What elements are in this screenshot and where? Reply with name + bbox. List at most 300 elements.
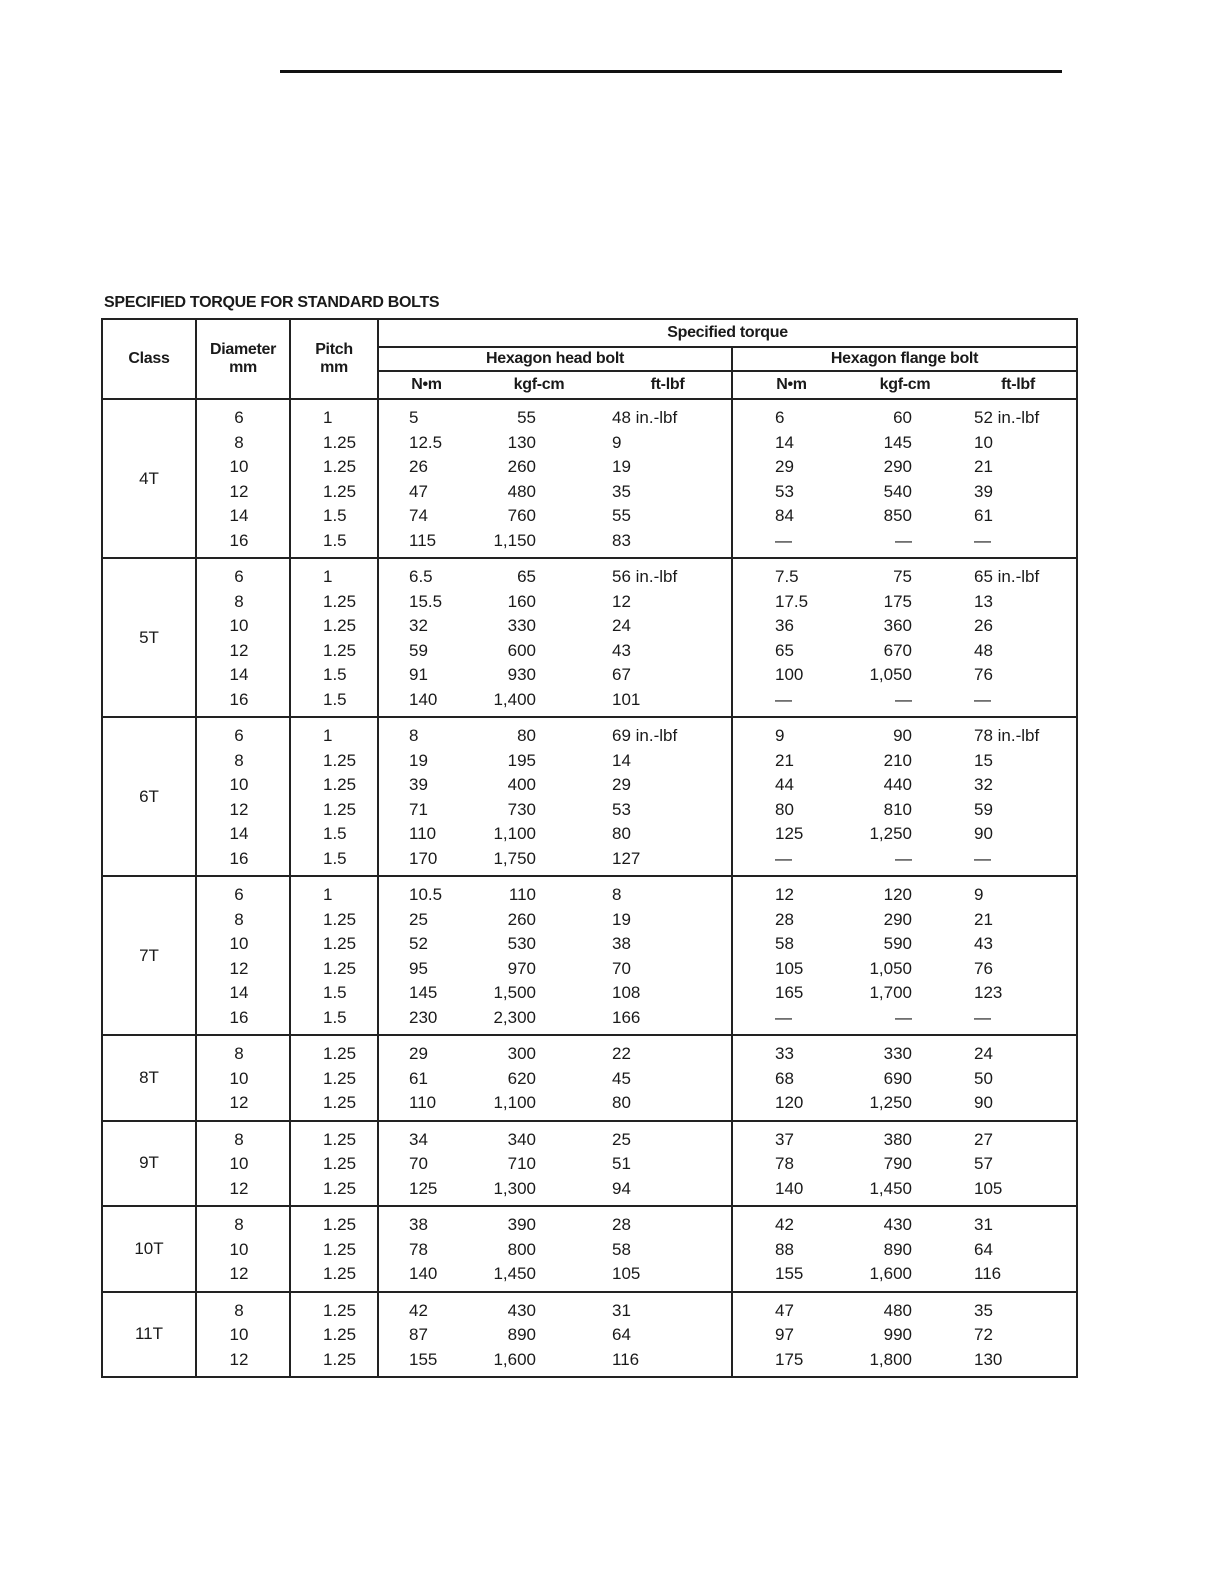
table-value: 290 xyxy=(883,457,912,476)
header-pitch xyxy=(290,319,378,399)
table-value: 140 xyxy=(409,689,438,709)
table-value: 101 xyxy=(612,689,641,709)
table-value: 1,400 xyxy=(493,689,536,709)
head-nm-cell xyxy=(378,1206,474,1292)
head-nm-cell xyxy=(378,1121,474,1207)
table-value: 32 xyxy=(974,775,993,794)
table-value: 127 xyxy=(612,848,641,868)
table-value: 125 xyxy=(409,1178,438,1198)
table-value: 5 xyxy=(409,408,419,427)
table-value: 8 xyxy=(234,1300,244,1320)
table-value: 710 xyxy=(507,1154,536,1173)
table-value: 116 xyxy=(974,1264,1002,1283)
table-value: 890 xyxy=(507,1325,536,1344)
table-value: 115 xyxy=(409,530,437,550)
table-value: 1.5 xyxy=(323,824,347,843)
diameter-cell xyxy=(196,717,290,876)
table-value: 1.5 xyxy=(323,983,347,1002)
table-value: 29 xyxy=(409,1044,428,1063)
table-value: 6 xyxy=(234,885,244,904)
table-value: 84 xyxy=(775,506,794,525)
header-flange-ftlbf: ft-lbf xyxy=(960,371,1077,399)
table-value: 22 xyxy=(612,1044,631,1063)
table-value: — xyxy=(974,848,991,868)
table-value: 1.25 xyxy=(323,1068,357,1088)
table-value: 260 xyxy=(507,457,536,476)
flange-kgfcm-cell xyxy=(850,1121,960,1207)
table-value: 6 xyxy=(234,408,244,427)
head-nm-cell xyxy=(378,876,474,1035)
table-value: 10 xyxy=(229,1154,249,1173)
table-value: 1.25 xyxy=(323,457,357,476)
table-value: 1.5 xyxy=(323,665,347,684)
table-value: 10 xyxy=(229,457,249,476)
head-nm-cell xyxy=(378,717,474,876)
table-value: 42 xyxy=(775,1215,794,1234)
table-value: 760 xyxy=(507,506,536,525)
table-value: 1 xyxy=(323,726,333,745)
table-value: 31 xyxy=(974,1215,993,1234)
table-value: 105 xyxy=(612,1264,641,1283)
table-value: 1.5 xyxy=(323,530,347,550)
table-value: 12 xyxy=(229,799,249,819)
header-diameter xyxy=(196,319,290,399)
table-value: 19 xyxy=(409,750,428,770)
table-value: 1.25 xyxy=(323,616,357,635)
table-value: 34 xyxy=(409,1129,428,1149)
table-value: 91 xyxy=(409,665,428,684)
head-ftlbf-cell xyxy=(604,1121,732,1207)
table-value: 95 xyxy=(409,958,428,978)
table-value: 130 xyxy=(974,1349,1003,1369)
table-value: 1,700 xyxy=(869,983,912,1002)
table-value: 55 xyxy=(612,506,631,525)
table-value: 90 xyxy=(893,726,912,745)
table-value: 14 xyxy=(229,665,249,684)
table-value: — xyxy=(895,848,912,868)
table-value: 1,500 xyxy=(493,983,536,1002)
table-value: 166 xyxy=(612,1007,641,1027)
head-ftlbf-cell xyxy=(604,1206,732,1292)
table-value: 10 xyxy=(229,1068,249,1088)
table-value: 78 xyxy=(409,1239,428,1259)
table-value: 1.25 xyxy=(323,1239,357,1259)
flange-kgfcm-cell xyxy=(850,1292,960,1378)
table-value: 76 xyxy=(974,665,993,684)
flange-kgfcm-cell xyxy=(850,876,960,1035)
flange-nm-cell xyxy=(732,1206,850,1292)
table-value: 8 xyxy=(234,909,244,929)
table-value: 61 xyxy=(409,1068,428,1088)
table-value: 1.25 xyxy=(323,1264,357,1283)
table-value: 120 xyxy=(775,1093,804,1112)
table-value: 19 xyxy=(612,909,631,929)
table-value: 50 xyxy=(974,1068,993,1088)
table-value: 1.25 xyxy=(323,1093,357,1112)
table-value: 12 xyxy=(612,591,631,611)
table-value: 12 xyxy=(229,1178,249,1198)
table-value: 1,100 xyxy=(493,824,536,843)
header-flange-kgfcm: kgf-cm xyxy=(850,371,960,399)
table-value: 175 xyxy=(883,591,912,611)
table-value: 7.5 xyxy=(775,567,799,586)
table-value: 64 xyxy=(974,1239,993,1259)
table-value: 110 xyxy=(508,885,536,904)
class-cell: 10T xyxy=(102,1206,196,1292)
table-value: 690 xyxy=(883,1068,912,1088)
pitch-cell xyxy=(290,399,378,558)
table-value: 6 xyxy=(234,726,244,745)
table-value: 52 in.-lbf xyxy=(974,408,1040,427)
table-value: 48 xyxy=(974,640,993,660)
table-value: 123 xyxy=(974,983,1003,1002)
table-value: 140 xyxy=(775,1178,804,1198)
head-ftlbf-cell xyxy=(604,399,732,558)
table-value: 32 xyxy=(409,616,428,635)
table-value: 430 xyxy=(883,1215,912,1234)
flange-nm-cell xyxy=(732,1292,850,1378)
table-value: 21 xyxy=(974,457,993,476)
table-value: 59 xyxy=(409,640,428,660)
table-value: 170 xyxy=(409,848,438,868)
class-cell: 5T xyxy=(102,558,196,717)
table-value: 21 xyxy=(974,909,993,929)
table-value: 110 xyxy=(409,824,437,843)
table-value: 78 xyxy=(775,1154,794,1173)
table-value: 90 xyxy=(974,824,993,843)
head-kgfcm-cell xyxy=(474,717,604,876)
table-value: 12 xyxy=(229,1349,249,1369)
header-pitch-label: Pitch xyxy=(315,341,353,358)
table-value: 12 xyxy=(229,640,249,660)
table-value: 25 xyxy=(612,1129,631,1149)
table-value: 105 xyxy=(775,958,804,978)
table-value: 16 xyxy=(229,1007,249,1027)
head-kgfcm-cell xyxy=(474,1035,604,1121)
table-value: 64 xyxy=(612,1325,631,1344)
header-hex-head-bolt: Hexagon head bolt xyxy=(378,347,732,371)
table-row xyxy=(102,1292,1077,1378)
table-value: 480 xyxy=(883,1300,912,1320)
table-value: 12 xyxy=(229,481,249,501)
table-value: 70 xyxy=(409,1154,428,1173)
table-value: 55 xyxy=(517,408,536,427)
table-value: 14 xyxy=(612,750,631,770)
table-value: — xyxy=(775,848,792,868)
table-value: 1 xyxy=(323,567,333,586)
table-value: 1.5 xyxy=(323,1007,347,1027)
table-value: 330 xyxy=(883,1044,912,1063)
table-value: — xyxy=(974,1007,991,1027)
table-value: 1.25 xyxy=(323,1044,357,1063)
table-value: 1.25 xyxy=(323,1129,357,1149)
table-value: 78 in.-lbf xyxy=(974,726,1040,745)
table-value: 116 xyxy=(612,1349,640,1369)
table-value: 8 xyxy=(234,591,244,611)
header-class: Class xyxy=(102,319,196,399)
table-value: 1,150 xyxy=(493,530,536,550)
table-value: 6 xyxy=(775,408,785,427)
table-value: 160 xyxy=(507,591,536,611)
table-value: 19 xyxy=(612,457,631,476)
table-value: 340 xyxy=(507,1129,536,1149)
table-value: 330 xyxy=(507,616,536,635)
table-value: 58 xyxy=(775,934,794,953)
table-value: 1.25 xyxy=(323,934,357,953)
table-value: 65 xyxy=(775,640,794,660)
table-value: 1.25 xyxy=(323,1215,357,1234)
table-value: 56 in.-lbf xyxy=(612,567,678,586)
table-value: 108 xyxy=(612,983,641,1002)
flange-kgfcm-cell xyxy=(850,1035,960,1121)
table-value: 100 xyxy=(775,665,804,684)
table-value: 1.25 xyxy=(323,591,357,611)
header-head-nm: N•m xyxy=(378,371,474,399)
table-value: 1.25 xyxy=(323,1349,357,1369)
table-value: 43 xyxy=(612,640,631,660)
diameter-cell xyxy=(196,558,290,717)
class-cell: 11T xyxy=(102,1292,196,1378)
diameter-cell xyxy=(196,1206,290,1292)
table-value: 45 xyxy=(612,1068,631,1088)
table-value: 26 xyxy=(409,457,428,476)
table-row xyxy=(102,399,1077,558)
table-value: 1.5 xyxy=(323,689,347,709)
table-row xyxy=(102,876,1077,1035)
table-value: 850 xyxy=(883,506,912,525)
table-value: 10 xyxy=(229,934,249,953)
table-body xyxy=(102,399,1077,1377)
table-value: 800 xyxy=(507,1239,536,1259)
table-value: 1,250 xyxy=(869,1093,912,1112)
flange-ftlbf-cell xyxy=(960,717,1077,876)
table-value: 94 xyxy=(612,1178,631,1198)
table-row xyxy=(102,1206,1077,1292)
table-value: 155 xyxy=(409,1349,438,1369)
table-value: 130 xyxy=(507,432,536,452)
flange-nm-cell xyxy=(732,558,850,717)
head-ftlbf-cell xyxy=(604,1292,732,1378)
table-value: 33 xyxy=(775,1044,794,1063)
pitch-cell xyxy=(290,1035,378,1121)
table-value: — xyxy=(895,530,912,550)
table-value: 1.25 xyxy=(323,640,357,660)
torque-table xyxy=(101,318,1078,1378)
table-value: 24 xyxy=(974,1044,993,1063)
table-value: 145 xyxy=(409,983,438,1002)
table-value: 42 xyxy=(409,1300,428,1320)
table-value: 970 xyxy=(507,958,536,978)
table-value: 68 xyxy=(775,1068,794,1088)
table-value: 37 xyxy=(775,1129,794,1149)
table-value: 48 in.-lbf xyxy=(612,408,678,427)
table-value: 44 xyxy=(775,775,794,794)
table-value: 140 xyxy=(409,1264,438,1283)
table-value: 530 xyxy=(507,934,536,953)
table-value: 1.25 xyxy=(323,1300,357,1320)
header-diameter-unit: mm xyxy=(229,359,257,376)
table-value: 1,250 xyxy=(869,824,912,843)
flange-nm-cell xyxy=(732,399,850,558)
table-value: 1,050 xyxy=(869,665,912,684)
table-value: 72 xyxy=(974,1325,993,1344)
head-nm-cell xyxy=(378,558,474,717)
table-value: 39 xyxy=(409,775,428,794)
table-value: 88 xyxy=(775,1239,794,1259)
table-value: 1.25 xyxy=(323,481,357,501)
flange-nm-cell xyxy=(732,1035,850,1121)
table-value: 9 xyxy=(974,885,984,904)
diameter-cell xyxy=(196,1121,290,1207)
flange-kgfcm-cell xyxy=(850,399,960,558)
table-value: 1.25 xyxy=(323,958,357,978)
table-value: 890 xyxy=(883,1239,912,1259)
table-value: 1,750 xyxy=(493,848,536,868)
table-value: 6 xyxy=(234,567,244,586)
table-value: 15.5 xyxy=(409,591,443,611)
table-value: 14 xyxy=(229,983,249,1002)
table-value: 31 xyxy=(612,1300,631,1320)
head-kgfcm-cell xyxy=(474,1206,604,1292)
table-value: 70 xyxy=(612,958,631,978)
table-value: 480 xyxy=(507,481,536,501)
table-value: 76 xyxy=(974,958,993,978)
head-kgfcm-cell xyxy=(474,1292,604,1378)
head-kgfcm-cell xyxy=(474,876,604,1035)
head-kgfcm-cell xyxy=(474,558,604,717)
table-value: 990 xyxy=(883,1325,912,1344)
class-cell: 4T xyxy=(102,399,196,558)
table-value: 930 xyxy=(507,665,536,684)
table-value: 165 xyxy=(775,983,804,1002)
table-value: 97 xyxy=(775,1325,794,1344)
table-value: 12.5 xyxy=(409,432,443,452)
table-value: — xyxy=(775,1007,792,1027)
table-value: 105 xyxy=(974,1178,1003,1198)
table-value: 15 xyxy=(974,750,993,770)
table-value: 290 xyxy=(883,909,912,929)
table-value: 2,300 xyxy=(493,1007,536,1027)
table-value: 80 xyxy=(612,824,631,843)
flange-nm-cell xyxy=(732,717,850,876)
flange-nm-cell xyxy=(732,1121,850,1207)
pitch-cell xyxy=(290,717,378,876)
table-value: 13 xyxy=(974,591,993,611)
table-value: 14 xyxy=(229,824,249,843)
table-value: 1.25 xyxy=(323,750,357,770)
table-value: 65 xyxy=(517,567,536,586)
table-value: 1 xyxy=(323,885,333,904)
class-cell: 8T xyxy=(102,1035,196,1121)
pitch-cell xyxy=(290,558,378,717)
table-value: 120 xyxy=(883,885,912,904)
table-value: 260 xyxy=(507,909,536,929)
table-value: 1,100 xyxy=(493,1093,536,1112)
table-value: 620 xyxy=(507,1068,536,1088)
table-value: 87 xyxy=(409,1325,428,1344)
table-value: 110 xyxy=(409,1093,437,1112)
table-value: 1,600 xyxy=(493,1349,536,1369)
table-value: — xyxy=(974,530,991,550)
table-row xyxy=(102,1121,1077,1207)
table-value: 12 xyxy=(229,1264,249,1283)
head-ftlbf-cell xyxy=(604,558,732,717)
class-cell: 6T xyxy=(102,717,196,876)
head-ftlbf-cell xyxy=(604,1035,732,1121)
table-value: 670 xyxy=(883,640,912,660)
table-value: — xyxy=(974,689,991,709)
table-value: 175 xyxy=(775,1349,804,1369)
table-value: 1.25 xyxy=(323,1154,357,1173)
table-value: 1.25 xyxy=(323,1178,357,1198)
flange-ftlbf-cell xyxy=(960,1292,1077,1378)
table-value: 430 xyxy=(507,1300,536,1320)
table-value: 600 xyxy=(507,640,536,660)
head-kgfcm-cell xyxy=(474,399,604,558)
flange-ftlbf-cell xyxy=(960,1035,1077,1121)
table-value: 12 xyxy=(229,1093,249,1112)
table-value: 17.5 xyxy=(775,591,809,611)
table-value: 8 xyxy=(234,432,244,452)
header-specified-torque: Specified torque xyxy=(378,319,1077,347)
table-value: 380 xyxy=(883,1129,912,1149)
flange-kgfcm-cell xyxy=(850,717,960,876)
table-value: 1,300 xyxy=(493,1178,536,1198)
table-value: 29 xyxy=(612,775,631,794)
table-value: 1.25 xyxy=(323,1325,357,1344)
class-cell: 7T xyxy=(102,876,196,1035)
table-value: 1,450 xyxy=(493,1264,536,1283)
table-value: 1.5 xyxy=(323,848,347,868)
table-value: — xyxy=(895,689,912,709)
table-value: 210 xyxy=(883,750,912,770)
pitch-cell xyxy=(290,1206,378,1292)
table-value: 16 xyxy=(229,530,249,550)
table-value: 14 xyxy=(229,506,249,525)
header-flange-nm: N•m xyxy=(732,371,850,399)
table-value: 8 xyxy=(234,750,244,770)
table-value: 8 xyxy=(234,1129,244,1149)
table-value: 61 xyxy=(974,506,993,525)
table-value: 14 xyxy=(775,432,794,452)
table-value: — xyxy=(775,530,792,550)
table-value: 28 xyxy=(775,909,794,929)
table-value: 80 xyxy=(775,799,794,819)
table-value: 38 xyxy=(409,1215,428,1234)
table-value: 10 xyxy=(229,616,249,635)
table-value: 75 xyxy=(893,567,912,586)
pitch-cell xyxy=(290,876,378,1035)
diameter-cell xyxy=(196,399,290,558)
table-value: 810 xyxy=(883,799,912,819)
table-value: 1.25 xyxy=(323,799,357,819)
table-value: — xyxy=(895,1007,912,1027)
head-ftlbf-cell xyxy=(604,717,732,876)
table-value: 69 in.-lbf xyxy=(612,726,678,745)
table-value: 9 xyxy=(775,726,785,745)
table-value: 8 xyxy=(234,1044,244,1063)
table-value: 51 xyxy=(612,1154,631,1173)
table-value: 12 xyxy=(229,958,249,978)
class-cell: 9T xyxy=(102,1121,196,1207)
table-value: 1.25 xyxy=(323,432,357,452)
table-value: 52 xyxy=(409,934,428,953)
table-value: 360 xyxy=(883,616,912,635)
table-row xyxy=(102,1035,1077,1121)
table-value: 60 xyxy=(893,408,912,427)
table-value: 8 xyxy=(234,1215,244,1234)
table-value: 38 xyxy=(612,934,631,953)
